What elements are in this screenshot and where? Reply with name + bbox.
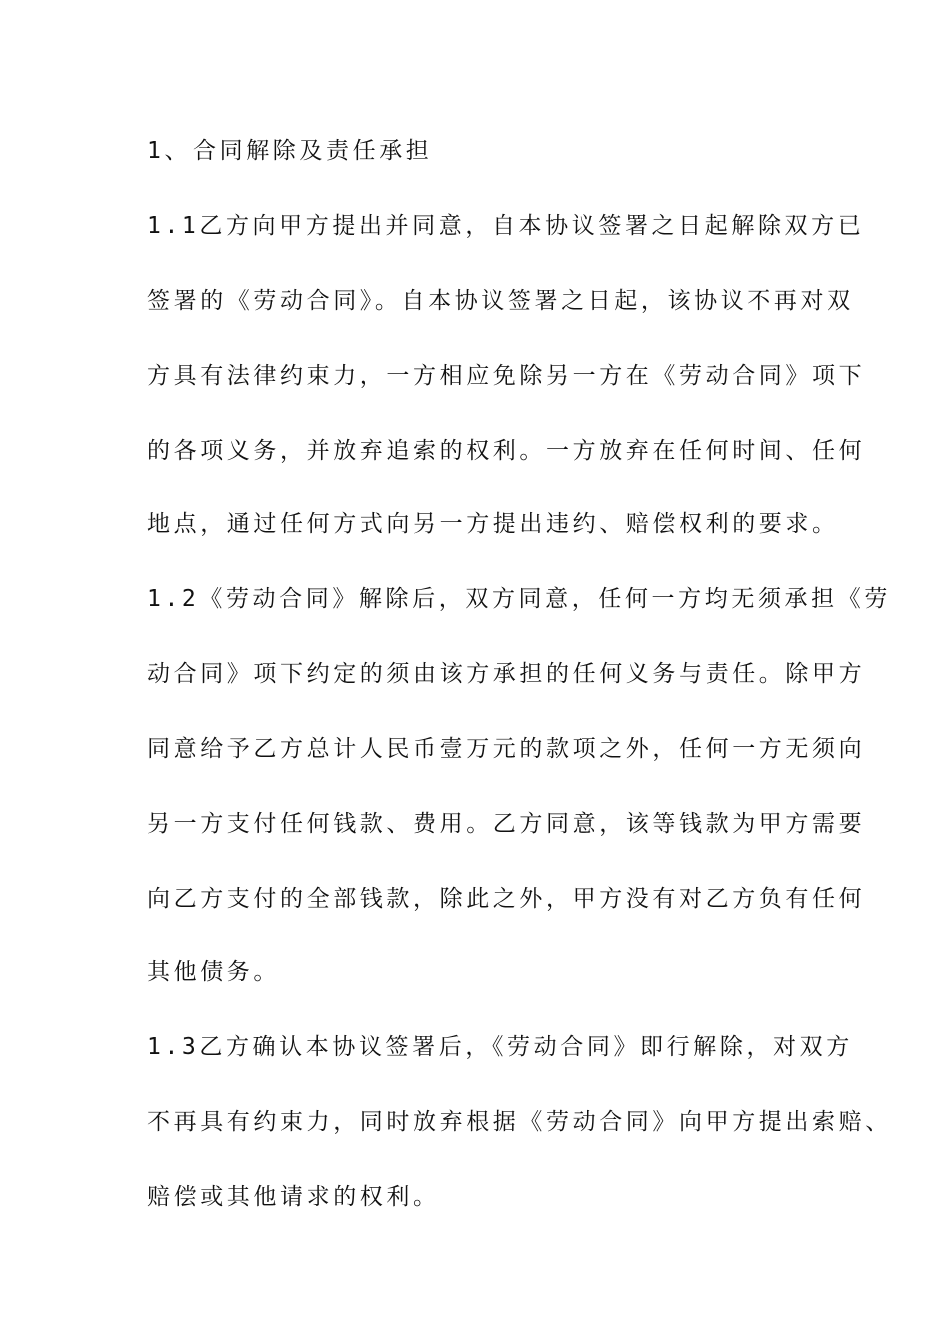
paragraph-line-2: 签署的《劳动合同》。自本协议签署之日起，该协议不再对双: [147, 288, 854, 314]
section-heading: [147, 136, 432, 166]
paragraph-line-12: 1.3乙方确认本协议签署后，《劳动合同》即行解除，对双方: [147, 1034, 853, 1060]
paragraph-line-6: 1.2《劳动合同》解除后，双方同意，任何一方均无须承担《劳: [147, 586, 891, 612]
paragraph-line-8: 同意给予乙方总计人民币壹万元的款项之外，任何一方无须向: [147, 736, 866, 762]
paragraph-line-7: 动合同》项下约定的须由该方承担的任何义务与责任。除甲方: [147, 661, 866, 687]
section-number: 1、: [147, 138, 192, 164]
paragraph-line-9: 另一方支付任何钱款、费用。乙方同意，该等钱款为甲方需要: [147, 811, 866, 837]
paragraph-line-5: 地点，通过任何方式向另一方提出违约、赔偿权利的要求。: [147, 511, 839, 537]
paragraph-line-1: 1.1乙方向甲方提出并同意，自本协议签署之日起解除双方已: [147, 213, 865, 239]
paragraph-line-13: 不再具有约束力，同时放弃根据《劳动合同》向甲方提出索赔、: [147, 1109, 892, 1135]
paragraph-line-14: 赔偿或其他请求的权利。: [147, 1184, 440, 1210]
paragraph-line-11: 其他债务。: [147, 959, 280, 985]
section-title: 合同解除及责任承担: [193, 138, 433, 164]
paragraph-line-3: 方具有法律约束力，一方相应免除另一方在《劳动合同》项下: [147, 363, 866, 389]
paragraph-line-10: 向乙方支付的全部钱款，除此之外，甲方没有对乙方负有任何: [147, 886, 866, 912]
paragraph-line-4: 的各项义务，并放弃追索的权利。一方放弃在任何时间、任何: [147, 438, 866, 464]
